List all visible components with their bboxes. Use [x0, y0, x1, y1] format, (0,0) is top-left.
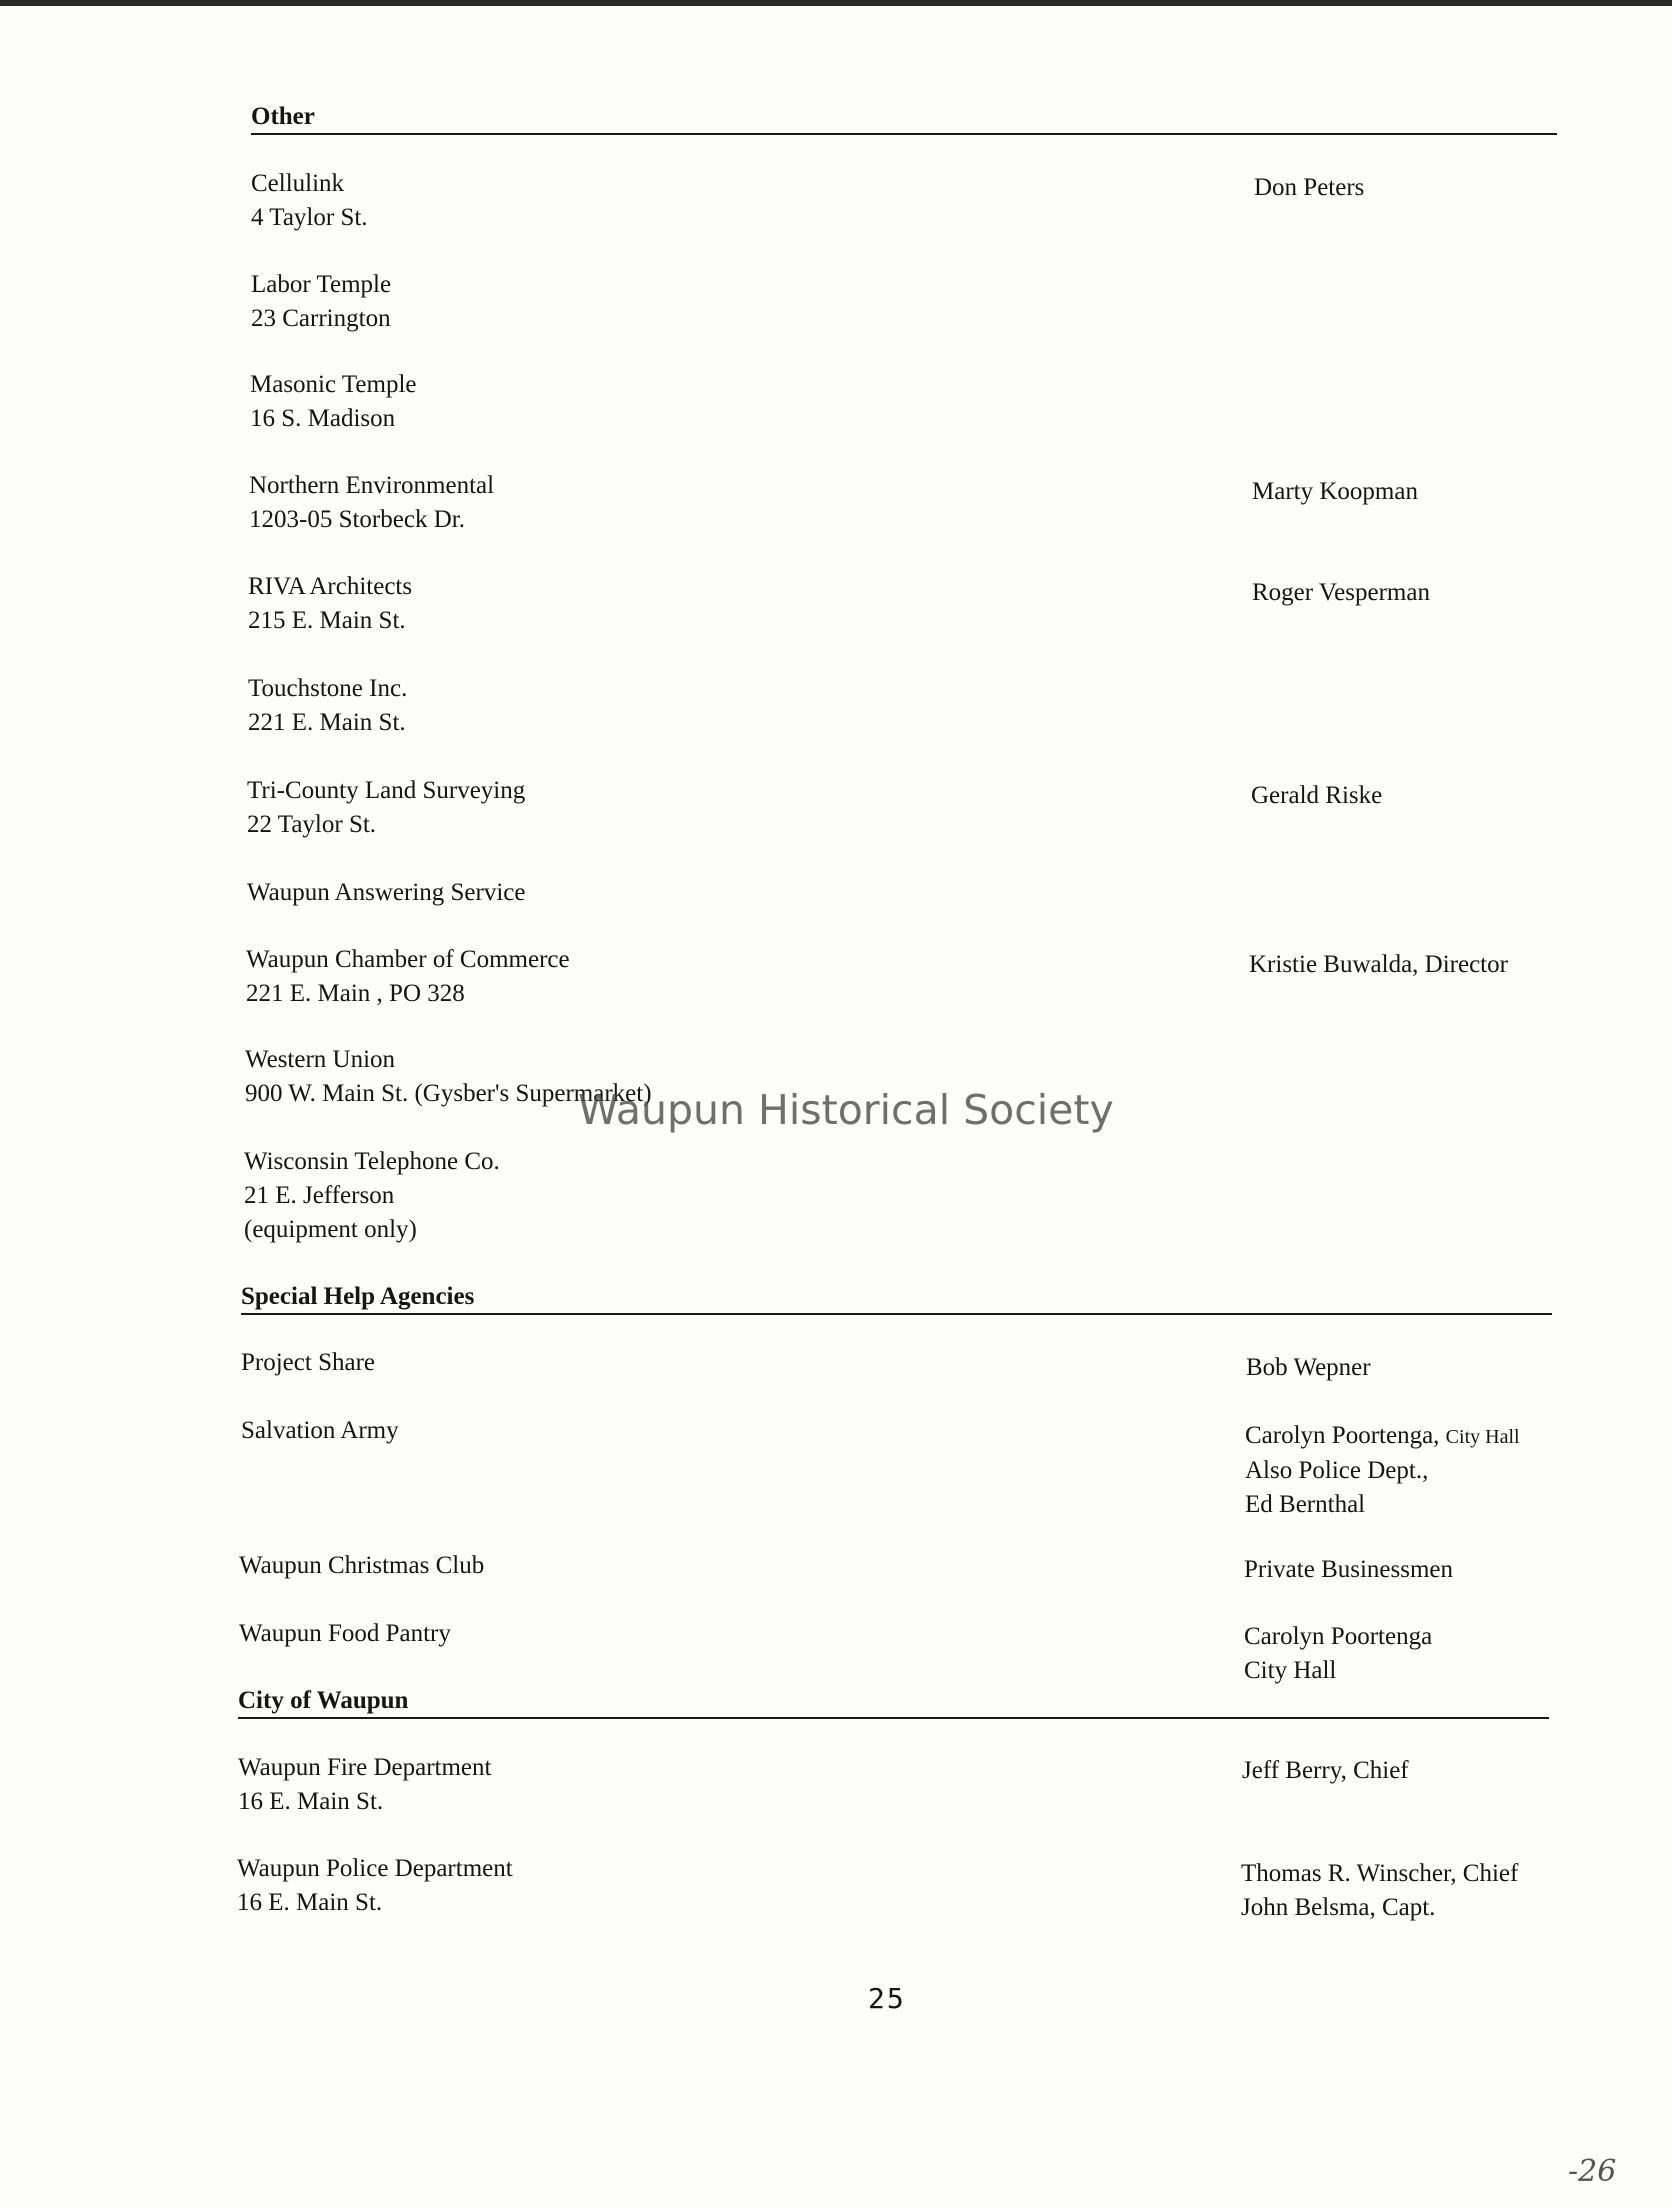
entry-name: RIVA Architects	[248, 573, 413, 600]
entry-address: 16 E. Main St.	[237, 1889, 383, 1916]
entry-name: Touchstone Inc.	[248, 675, 408, 702]
contact-name: Jeff Berry, Chief	[1242, 1757, 1409, 1784]
entry-name: Project Share	[241, 1349, 375, 1376]
entry-address: 1203-05 Storbeck Dr.	[249, 506, 465, 533]
contact-cellulink	[1254, 171, 1364, 205]
contact-name: Carolyn Poortenga,	[1245, 1422, 1440, 1449]
contact-line: City Hall	[1244, 1657, 1337, 1684]
entry-salvation-army	[241, 1414, 399, 1448]
entry-name: Cellulink	[251, 170, 345, 197]
entry-name: Labor Temple	[251, 271, 392, 298]
entry-address: 221 E. Main , PO 328	[246, 980, 465, 1007]
entry-name: Waupun Fire Department	[238, 1754, 492, 1781]
entry-christmas-club	[239, 1549, 484, 1583]
contact-name: Kristie Buwalda, Director	[1249, 951, 1508, 978]
entry-address: 22 Taylor St.	[247, 811, 377, 838]
contact-riva-architects	[1252, 576, 1430, 610]
contact-line: Ed Bernthal	[1245, 1491, 1366, 1518]
entry-project-share	[241, 1346, 375, 1380]
page-number: 25	[868, 1982, 906, 2015]
entry-name: Waupun Chamber of Commerce	[246, 946, 570, 973]
contact-name: Marty Koopman	[1252, 478, 1418, 505]
entry-touchstone	[248, 672, 407, 740]
entry-name: Masonic Temple	[250, 371, 417, 398]
contact-name: Gerald Riske	[1251, 782, 1383, 809]
contact-salvation-army	[1245, 1419, 1520, 1522]
entry-police-department	[237, 1852, 513, 1920]
entry-name: Waupun Police Department	[237, 1855, 513, 1882]
entry-riva-architects	[248, 570, 412, 638]
entry-cellulink	[251, 167, 368, 235]
scan-top-edge	[0, 0, 1672, 6]
entry-address: 21 E. Jefferson	[244, 1182, 395, 1209]
entry-address: 4 Taylor St.	[251, 204, 368, 231]
contact-name: Private Businessmen	[1244, 1556, 1454, 1583]
contact-tri-county	[1251, 779, 1382, 813]
entry-name: Waupun Answering Service	[247, 879, 526, 906]
entry-name: Tri-County Land Surveying	[247, 777, 526, 804]
entry-address: 23 Carrington	[251, 305, 391, 332]
section-rule-city	[238, 1717, 1549, 1719]
entry-name: Waupun Christmas Club	[239, 1552, 485, 1579]
entry-food-pantry	[239, 1617, 451, 1651]
handwritten-note: -26	[1568, 2154, 1617, 2189]
entry-masonic-temple	[250, 368, 417, 436]
contact-food-pantry	[1244, 1620, 1432, 1688]
section-heading-other: Other	[251, 103, 315, 130]
section-rule-special-help	[241, 1313, 1552, 1315]
contact-police-department	[1241, 1857, 1518, 1925]
entry-address: 221 E. Main St.	[248, 709, 406, 736]
contact-christmas-club	[1244, 1553, 1453, 1587]
entry-address: 215 E. Main St.	[248, 607, 406, 634]
contact-name: Roger Vesperman	[1252, 579, 1430, 606]
entry-note: (equipment only)	[244, 1216, 417, 1243]
entry-address: 16 S. Madison	[250, 405, 396, 432]
entry-name: Western Union	[245, 1046, 396, 1073]
contact-fire-department	[1242, 1754, 1409, 1788]
contact-name: Don Peters	[1254, 174, 1365, 201]
entry-name: Wisconsin Telephone Co.	[244, 1148, 500, 1175]
entry-name: Salvation Army	[241, 1417, 399, 1444]
contact-location: City Hall	[1445, 1426, 1520, 1448]
section-heading-city: City of Waupun	[238, 1687, 409, 1714]
entry-wisconsin-telephone	[244, 1145, 500, 1247]
entry-northern-environmental	[249, 469, 494, 537]
entry-tri-county	[247, 774, 525, 842]
entry-chamber-of-commerce	[246, 943, 570, 1011]
section-rule-other	[251, 133, 1557, 135]
contact-line: Also Police Dept.,	[1245, 1457, 1429, 1484]
section-heading-special-help: Special Help Agencies	[241, 1283, 475, 1310]
contact-chamber-of-commerce	[1249, 948, 1508, 982]
contact-name: Carolyn Poortenga	[1244, 1623, 1433, 1650]
entry-name: Northern Environmental	[249, 472, 495, 499]
watermark: Waupun Historical Society	[578, 1086, 1114, 1134]
contact-line: John Belsma, Capt.	[1241, 1894, 1436, 1921]
entry-address: 16 E. Main St.	[238, 1788, 384, 1815]
contact-name: Bob Wepner	[1246, 1354, 1371, 1381]
entry-labor-temple	[251, 268, 391, 336]
entry-answering-service	[247, 876, 525, 910]
contact-project-share	[1246, 1351, 1371, 1385]
contact-name: Thomas R. Winscher, Chief	[1241, 1860, 1519, 1887]
entry-fire-department	[238, 1751, 491, 1819]
entry-name: Waupun Food Pantry	[239, 1620, 451, 1647]
contact-northern-environmental	[1252, 475, 1418, 509]
entry-address: 900 W. Main St. (Gysber's Supermarket)	[245, 1080, 652, 1107]
